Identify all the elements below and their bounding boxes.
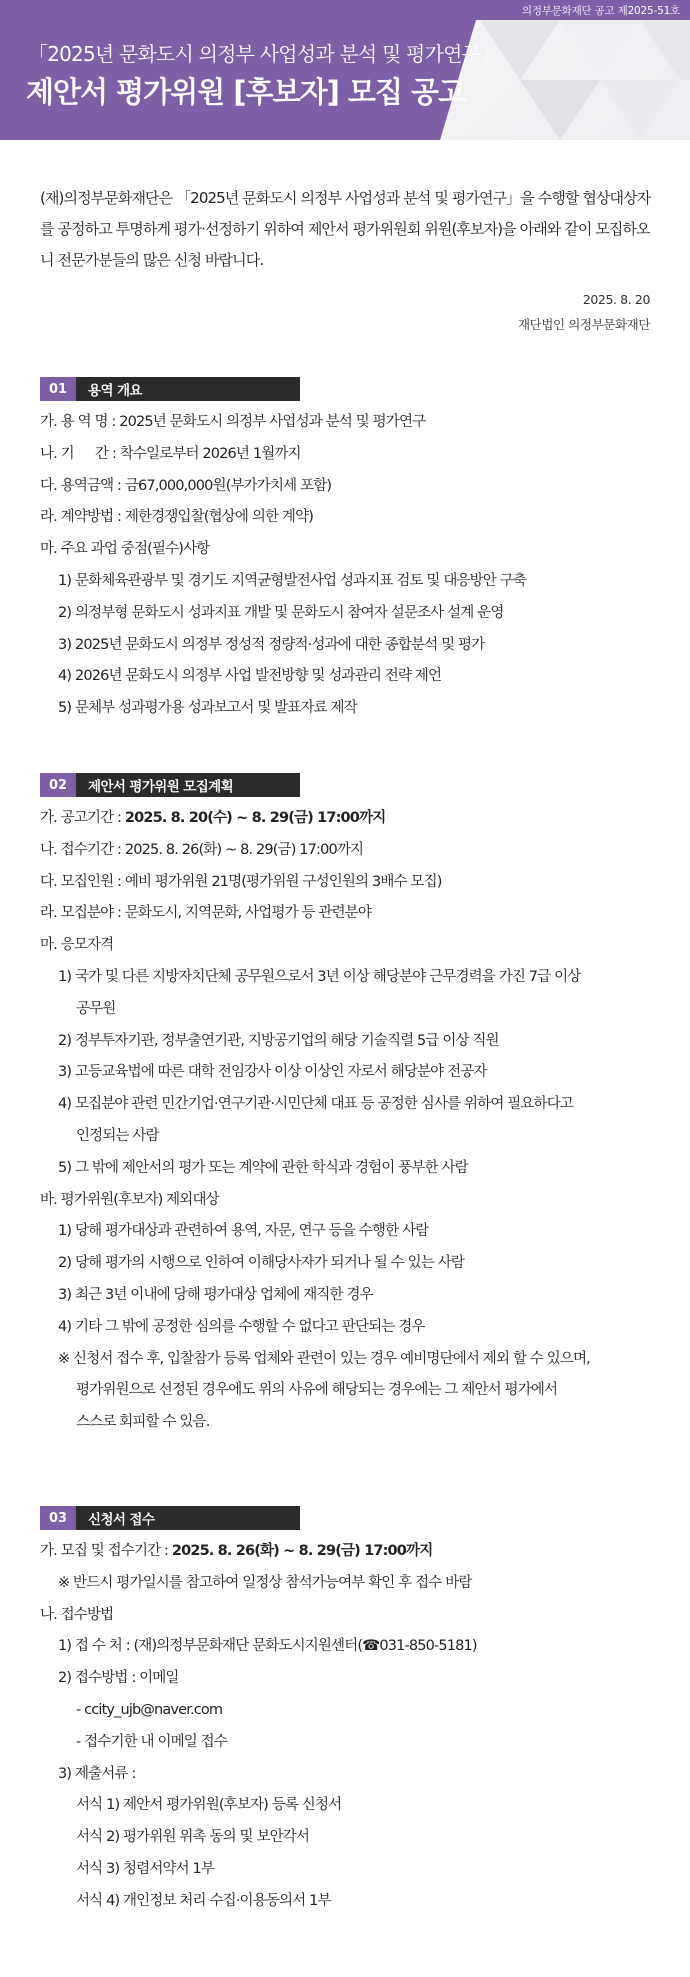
section-number: 02: [40, 773, 76, 797]
section-title: 신청서 접수: [88, 1512, 155, 1528]
list-item: 2) 의정부형 문화도시 성과지표 개발 및 문화도시 참여자 설문조사 설계 운영: [58, 604, 504, 621]
header-subtitle: 「2025년 문화도시 의정부 사업성과 분석 및 평가연구」: [28, 42, 500, 66]
list-item: 마. 응모자격: [40, 937, 114, 954]
section-header: [40, 377, 300, 401]
form-item: 서식 1) 제안서 평가위원(후보자) 등록 신청서: [76, 1797, 342, 1814]
notice-number: 의정부문화재단 공고 제2025-51호: [521, 5, 680, 17]
issuing-organization: 재단법인 의정부문화재단: [518, 317, 650, 332]
list-item: 1) 접 수 처 : (재)의정부문화재단 문화도시지원센터(☎031-850-5181): [58, 1638, 477, 1655]
date-block: [518, 287, 650, 337]
list-item: 라. 모집분야 : 문화도시, 지역문화, 사업평가 등 관련분야: [40, 905, 372, 922]
announcement-date: 2025. 8. 20: [582, 292, 650, 307]
list-item: 3) 최근 3년 이내에 당해 평가대상 업체에 재직한 경우: [58, 1286, 373, 1303]
section-number: 01: [40, 377, 76, 401]
section-header: [40, 1506, 300, 1530]
list-item: 4) 모집분야 관련 민간기업·연구기관·시민단체 대표 등 공정한 심사를 위하여 필요하다고: [58, 1096, 574, 1113]
section-03: [40, 1506, 660, 1918]
list-item: 2) 당해 평가의 시행으로 인하여 이해당사자가 되거나 될 수 있는 사람: [58, 1255, 465, 1272]
list-item: 3) 2025년 문화도시 의정부 정성적 정량적·성과에 대한 종합분석 및 평가: [58, 636, 485, 653]
item-label: 가. 공고기간 :: [40, 810, 125, 826]
list-item: 다. 모집인원 : 예비 평가위원 21명(평가위원 구성인원의 3배수 모집): [40, 873, 442, 890]
list-item: 나. 접수방법: [40, 1606, 114, 1623]
list-item: 1) 문화체육관광부 및 경기도 지역균형발전사업 성과지표 검토 및 대응방안 구축: [58, 572, 527, 589]
intro-paragraph: (재)의정부문화재단은 「2025년 문화도시 의정부 사업성과 분석 및 평가연구」을 수행할 협상대상자를 공정하고 투명하게 평가·선정하기 위하여 제안서 평가위원회 위원(후보자)을 아래와 같이 모집하오니 전문가분들의 많은 신청 바랍니다.: [40, 189, 651, 269]
list-item: - 접수기한 내 이메일 접수: [76, 1733, 227, 1750]
section-title: 용역 개요: [88, 383, 142, 399]
list-item: 가. 용 역 명 : 2025년 문화도시 의정부 사업성과 분석 및 평가연구: [40, 414, 426, 430]
form-item: 서식 2) 평가위원 위촉 동의 및 보안각서: [76, 1829, 310, 1846]
list-item: 나. 접수기간 : 2025. 8. 26(화) ~ 8. 29(금) 17:00까지: [40, 841, 364, 858]
list-item: [40, 1536, 660, 1568]
section-01: [40, 377, 660, 725]
section-title: 제안서 평가위원 모집계획: [88, 779, 234, 795]
section-header: [40, 773, 300, 797]
list-item: [40, 803, 660, 835]
section-02: [40, 773, 660, 1439]
note-item-continued: 평가위원으로 선정된 경우에도 위의 사유에 해당되는 경우에는 그 제안서 평가에서: [76, 1382, 558, 1399]
list-item: 2) 접수방법 : 이메일: [58, 1670, 179, 1687]
list-item: 5) 그 밖에 제안서의 평가 또는 계약에 관한 학식과 경험이 풍부한 사람: [58, 1159, 468, 1176]
list-item: 나. 기 간 : 착수일로부터 2026년 1월까지: [40, 445, 301, 462]
header-title: 제안서 평가위원 [후보자] 모집 공고: [26, 75, 466, 109]
list-item: 4) 2026년 문화도시 의정부 사업 발전방향 및 성과관리 전략 제언: [58, 668, 442, 685]
list-item-continued: 공무원: [76, 1000, 116, 1017]
note-item: ※ 신청서 접수 후, 입찰참가 등록 업체와 관련이 있는 경우 예비명단에서 제외 할 수 있으며,: [58, 1350, 590, 1367]
list-item: 다. 용역금액 : 금67,000,000원(부가가치세 포함): [40, 477, 332, 494]
list-item: 5) 문체부 성과평가용 성과보고서 및 발표자료 제작: [58, 700, 357, 717]
email-address: - ccity_ujb@naver.com: [76, 1701, 223, 1718]
list-item: 마. 주요 과업 중점(필수)사항: [40, 541, 210, 558]
list-item: 4) 기타 그 밖에 공정한 심의를 수행할 수 없다고 판단되는 경우: [58, 1318, 425, 1335]
list-item: 라. 계약방법 : 제한경쟁입찰(협상에 의한 계약): [40, 509, 314, 526]
item-label: 가. 모집 및 접수기간 :: [40, 1543, 172, 1559]
header-banner: [0, 0, 690, 140]
form-item: 서식 4) 개인정보 처리 수집·이용동의서 1부: [76, 1892, 331, 1909]
list-item: 1) 당해 평가대상과 관련하여 용역, 자문, 연구 등을 수행한 사람: [58, 1223, 429, 1240]
item-value-bold: 2025. 8. 20(수) ~ 8. 29(금) 17:00까지: [124, 810, 386, 826]
list-item: 1) 국가 및 다른 지방자치단체 공무원으로서 3년 이상 해당분야 근무경력을 가진 7급 이상: [58, 968, 581, 985]
section-number: 03: [40, 1506, 76, 1530]
list-item-continued: 인정되는 사람: [76, 1127, 159, 1144]
note-item-continued: 스스로 회피할 수 있음.: [76, 1414, 210, 1431]
list-item: 2) 정부투자기관, 정부출연기관, 지방공기업의 해당 기술직렬 5급 이상 직원: [58, 1032, 499, 1049]
item-value-bold: 2025. 8. 26(화) ~ 8. 29(금) 17:00까지: [171, 1543, 433, 1559]
note-item: ※ 반드시 평가일시를 참고하여 일정상 참석가능여부 확인 후 접수 바람: [58, 1574, 472, 1591]
list-item: 3) 제출서류 :: [58, 1765, 136, 1782]
list-item: 3) 고등교육법에 따른 대학 전임강사 이상 이상인 자로서 해당분야 전공자: [58, 1064, 487, 1081]
form-item: 서식 3) 청렴서약서 1부: [76, 1860, 215, 1877]
list-item: 바. 평가위원(후보자) 제외대상: [40, 1191, 219, 1208]
